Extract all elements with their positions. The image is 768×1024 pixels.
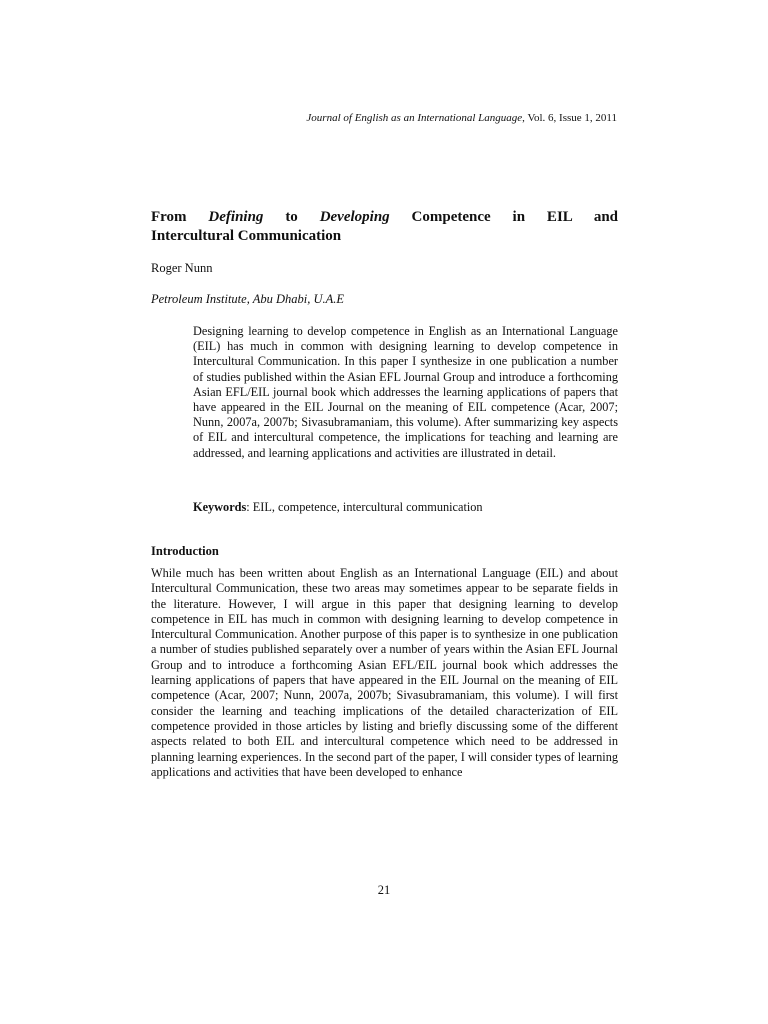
title-word-to: to	[285, 209, 298, 225]
title-word-defining: Defining	[208, 209, 264, 225]
title-word-developing: Developing	[319, 209, 390, 225]
author-affiliation: Petroleum Institute, Abu Dhabi, U.A.E	[151, 292, 345, 306]
keywords	[193, 500, 618, 515]
title-line-1	[151, 208, 618, 227]
journal-issue: , Vol. 6, Issue 1, 2011	[522, 112, 617, 124]
keywords-text: : EIL, competence, intercultural communication	[246, 500, 483, 514]
title-word-from: From	[151, 209, 187, 225]
title-line-2: Intercultural Communication	[151, 228, 342, 244]
author-name: Roger Nunn	[151, 261, 213, 275]
page-number: 21	[377, 883, 391, 897]
paper-title	[151, 208, 618, 246]
journal-name: Journal of English as an International Language	[306, 112, 523, 124]
body-paragraph: While much has been written about English as an International Language (EIL) and about Intercultural Communication, these two areas may sometimes appear to be separate fields in the literature. However, I will argue in this paper that designing learning to develop competence in EIL has much in common with designing learning to develop competence in Intercultural Communication. Another purpose of this paper is to synthesize in one publication a number of studies published separately over a number of years within the Asian EFL Journal Group and to introduce a forthcoming Asian EFL/EIL journal book which addresses the learning applications of papers that have appeared in the EIL Journal on the meaning of EIL competence (Acar, 2007; Nunn, 2007a, 2007b; Sivasubramaniam, this volume). I will first consider the learning and teaching implications of the detailed characterization of EIL competence provided in those articles by listing and briefly discussing some of the different aspects related to both EIL and intercultural competence which need to be addressed in planning learning experiences. In the second part of the paper, I will consider types of learning applications and activities that have been developed to enhance	[151, 566, 618, 779]
title-word-rest: Competence in EIL and	[411, 209, 619, 225]
abstract: Designing learning to develop competence in English as an International Language (EIL) has much in common with designing learning to develop competence in Intercultural Communication. In this paper I synthesize in one publication a number of studies published within the Asian EFL Journal Group and introduce a forthcoming Asian EFL/EIL journal book which addresses the learning applications of papers that have appeared in the EIL Journal on the meaning of EIL competence (Acar, 2007; Nunn, 2007a, 2007b; Sivasubramaniam, this volume). After summarizing key aspects of EIL and intercultural competence, the implications for teaching and learning are addressed, and learning applications and activities are illustrated in detail.	[193, 324, 618, 460]
keywords-label: Keywords	[193, 500, 247, 514]
section-heading-introduction: Introduction	[151, 544, 219, 558]
running-header	[306, 111, 617, 125]
